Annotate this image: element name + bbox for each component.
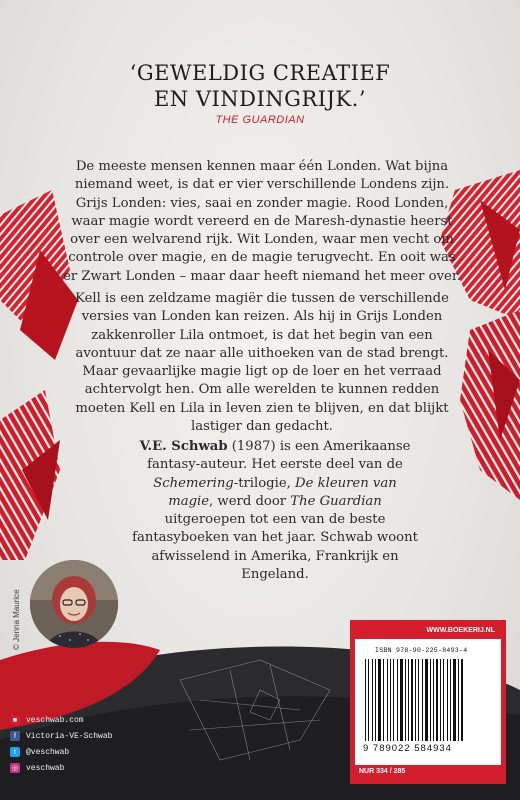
barcode-digits: 9 789022 584934 <box>363 743 452 754</box>
newspaper-name: The Guardian <box>290 493 382 509</box>
social-links <box>10 712 112 776</box>
bio-text: -trilogie, <box>233 475 296 491</box>
barcode-panel <box>350 620 506 784</box>
author-bio <box>130 438 420 584</box>
author-photo <box>30 560 118 648</box>
social-label: veschwab <box>26 763 65 773</box>
review-quote <box>0 60 520 127</box>
barcode-bar <box>461 659 463 741</box>
instagram-icon: ◎ <box>11 765 19 772</box>
barcode-bar <box>387 659 388 741</box>
barcode-bar <box>397 659 398 741</box>
barcode-bar <box>375 659 376 741</box>
barcode-bar <box>430 659 431 741</box>
barcode <box>365 659 491 741</box>
social-facebook <box>10 728 112 744</box>
barcode-bar <box>372 659 373 741</box>
barcode-bar <box>411 659 413 741</box>
facebook-icon: f <box>10 731 20 741</box>
barcode-bar <box>400 659 403 741</box>
photo-credit: © Jenna Maurice <box>12 589 21 650</box>
bio-text: , werd door <box>209 493 291 509</box>
website-icon: ■ <box>10 715 20 725</box>
social-label: Victoria-VE-Schwab <box>26 731 113 741</box>
barcode-bar <box>418 659 419 741</box>
book-title: De kleuren van magie <box>168 475 397 509</box>
barcode-bar <box>393 659 394 741</box>
barcode-bar <box>378 659 381 741</box>
barcode-bar <box>368 659 369 741</box>
barcode-bar <box>443 659 444 741</box>
barcode-bar <box>447 659 448 741</box>
social-website <box>10 712 112 728</box>
quote-source: THE GUARDIAN <box>215 114 305 126</box>
social-label: veschwab.com <box>26 715 84 725</box>
barcode-bar <box>450 659 451 741</box>
nur-code: NUR 334 / 285 <box>355 765 501 779</box>
barcode-bar <box>440 659 441 741</box>
social-instagram <box>10 760 112 776</box>
author-name: V.E. Schwab <box>139 439 228 454</box>
blurb-paragraph-2: Kell is een zeldzame magiër die tussen de verschillende versies van Londen kan reizen. Als hij in Grijs Londen zakkenroller Lila ontmoet, is dat het begin van een avontuur dat ze naar alle uithoeken van de stad brengt. Maar gevaarlijke magie ligt op de loer en het verraad achtervolgt hen. Om alle werelden te kunnen redden moeten Kell en Lila in leven zien te blijven, en dat blijkt lastiger dan gedacht. <box>75 291 449 435</box>
barcode-bar <box>458 659 459 741</box>
barcode-bar <box>408 659 409 741</box>
barcode-bar <box>383 659 384 741</box>
barcode-bar <box>415 659 416 741</box>
barcode-bar <box>425 659 428 741</box>
barcode-bar <box>405 659 406 741</box>
bio-text: uitgeroepen tot een van de beste fantasyboeken van het jaar. Schwab woont afwisselend in Amerika, Frankrijk en Engeland. <box>132 512 418 583</box>
isbn-text: ISBN 978-90-225-8493-4 <box>375 647 468 654</box>
barcode-bar <box>453 659 456 741</box>
social-label: @veschwab <box>26 747 70 757</box>
social-twitter <box>10 744 112 760</box>
barcode-bar <box>436 659 438 741</box>
series-name: Schemering <box>153 475 234 491</box>
quote-line-1: ‘GEWELDIG CREATIEF <box>129 61 391 85</box>
twitter-icon: t <box>10 747 20 757</box>
quote-line-2: EN VINDINGRIJK.’ <box>153 87 367 111</box>
barcode-bar <box>390 659 391 741</box>
publisher-url: WWW.BOEKERIJ.NL <box>355 625 501 639</box>
blurb-paragraph-1: De meeste mensen kennen maar één Londen. Wat bijna niemand weet, is dat er vier verschillende Londens zijn. Grijs Londen: vies, saai en zonder magie. Rood Londen, waar magie wordt vereerd en de Maresh-dynastie heerst over een welvarend rijk. Wit Londen, waar men vecht om controle over magie, en de magie terugvecht. En ooit was er Zwart Londen – maar daar heeft niemand het meer over. <box>63 159 461 284</box>
barcode-bar <box>365 659 366 741</box>
barcode-bar <box>433 659 434 741</box>
barcode-bar <box>422 659 423 741</box>
bio-text: (1987) is een Amerikaanse fantasy-auteur. Het eerste deel van de <box>147 439 411 473</box>
